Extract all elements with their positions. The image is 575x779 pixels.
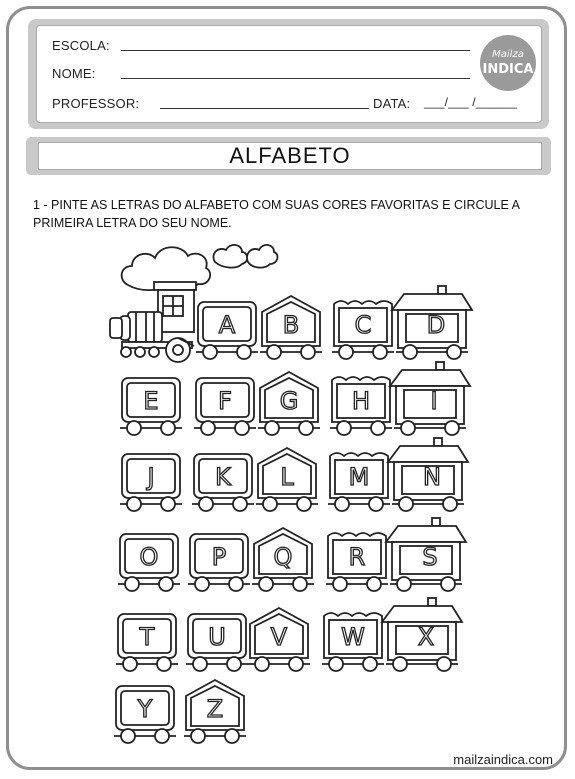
wagon-f: [194, 378, 256, 435]
teacher-label: PROFESSOR:: [52, 96, 140, 111]
letter-m: M: [348, 463, 370, 491]
school-label: ESCOLA:: [52, 38, 110, 53]
wagon-t: [116, 614, 178, 671]
letter-q: Q: [273, 543, 293, 571]
letter-f: F: [218, 387, 232, 415]
letter-i: I: [430, 387, 438, 415]
wagon-j: [120, 454, 182, 511]
wagon-g: [258, 372, 320, 435]
wagon-b: [260, 296, 322, 359]
wagon-e: [120, 378, 182, 435]
wagon-a: [196, 302, 258, 359]
letter-d: D: [426, 311, 446, 339]
wagon-q: [252, 528, 314, 591]
letter-h: H: [351, 387, 371, 415]
letter-n: N: [423, 463, 441, 491]
letter-x: X: [417, 623, 435, 651]
letter-w: W: [341, 623, 365, 651]
wagon-d: [392, 286, 472, 359]
wagon-h: [330, 377, 392, 435]
letter-r: R: [348, 543, 366, 571]
letter-a: A: [218, 311, 236, 339]
date-label: DATA:: [373, 96, 411, 111]
wagon-s: [386, 518, 466, 591]
wagon-m: [328, 453, 390, 511]
letter-v: V: [270, 623, 288, 651]
wagon-o: [118, 534, 180, 591]
letter-z: Z: [206, 695, 224, 723]
wagon-n: [388, 438, 468, 511]
letter-y: Y: [137, 695, 153, 723]
wagon-w: [322, 613, 384, 671]
name-label: NOME:: [52, 66, 96, 81]
letter-j: J: [147, 463, 155, 491]
letter-b: B: [282, 311, 300, 339]
wagon-l: [256, 448, 318, 511]
wagon-k: [192, 454, 254, 511]
letter-o: O: [139, 543, 159, 571]
instruction-text: 1 - PINTE AS LETRAS DO ALFABETO COM SUAS CORES FAVORITAS E CIRCULE A PRIMEIRA LETRA DO SEU NOME.: [33, 198, 520, 230]
letter-k: K: [215, 463, 231, 491]
locomotive: [110, 282, 196, 362]
page-title: ALFABETO: [229, 143, 351, 168]
wagon-r: [326, 533, 388, 591]
letter-e: E: [143, 387, 159, 415]
wagon-p: [188, 534, 250, 591]
svg-text:Mailza: Mailza: [492, 49, 524, 60]
letter-p: P: [211, 543, 227, 571]
svg-text:INDICA: INDICA: [482, 62, 534, 77]
wagon-v: [248, 608, 310, 671]
letter-l: L: [280, 463, 294, 491]
wagon-c: [332, 301, 394, 359]
footer-url: mailzaindica.com: [453, 752, 553, 767]
wagon-x: [382, 598, 462, 671]
letter-s: S: [422, 543, 438, 571]
letter-c: C: [354, 311, 372, 339]
smoke-clouds: [122, 245, 278, 290]
wagon-u: [186, 614, 248, 671]
wagon-i: [390, 362, 470, 435]
letter-g: G: [279, 387, 299, 415]
wagon-y: [114, 686, 176, 743]
letter-u: U: [208, 623, 226, 651]
letter-t: T: [139, 623, 155, 651]
date-blank: ___/___ /______: [424, 95, 518, 109]
wagon-z: [184, 680, 246, 743]
